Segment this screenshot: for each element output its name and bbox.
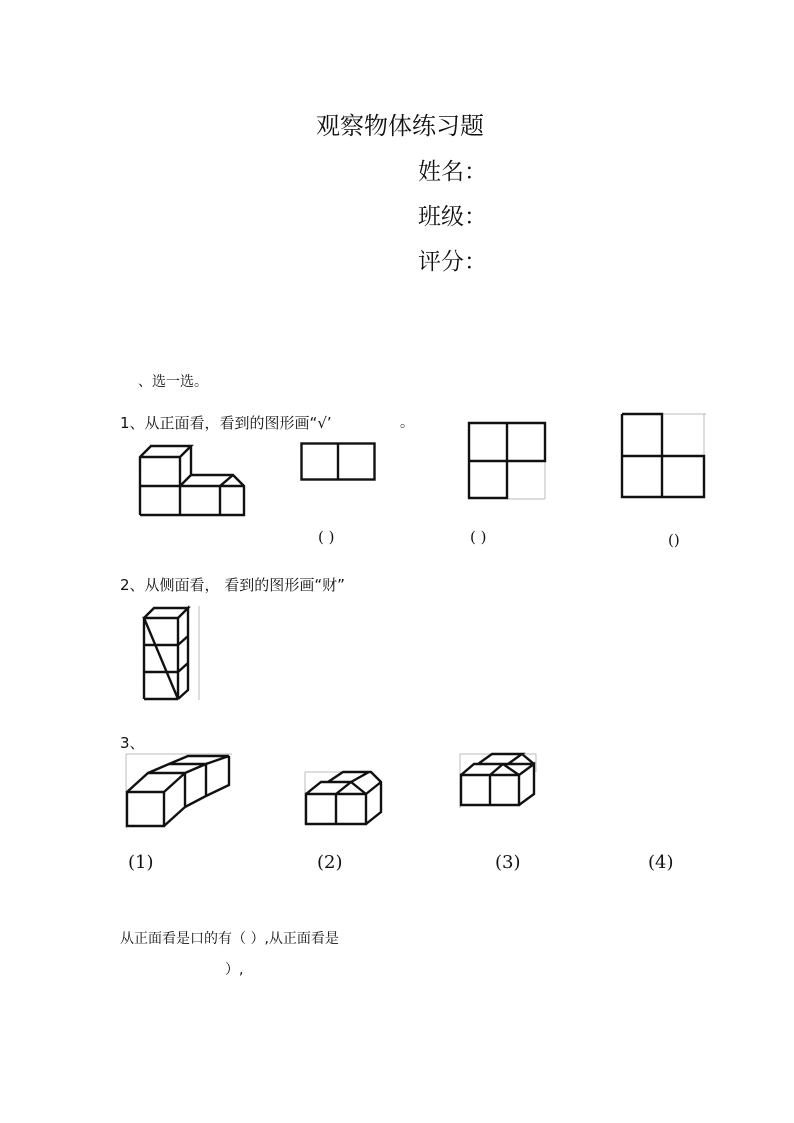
class-label: 班级：	[418, 204, 487, 230]
section-heading: 、选一选。	[138, 374, 208, 390]
q1-option-1-mark[interactable]: ( )	[318, 528, 335, 546]
q1-option-3-figure	[620, 412, 708, 500]
q1-option-3-mark[interactable]: ()	[668, 531, 680, 549]
q3-answer-line-1: 从正面看是口的有（ ）,从正面看是	[120, 931, 339, 947]
q3-label-3: (3)	[495, 852, 521, 873]
q3-label-2: (2)	[317, 852, 343, 873]
q3-text: 3、	[120, 734, 145, 752]
q3-figure-3	[458, 752, 540, 810]
q1-option-1-figure	[300, 442, 378, 482]
q3-label-4: (4)	[648, 852, 674, 873]
q1-option-2-figure	[467, 421, 549, 501]
q3-figure-2	[303, 770, 385, 827]
q1-text: 1、从正面看，看到的图形画“√’	[120, 414, 332, 432]
q2-text: 2、从侧面看， 看到的图形画“财”	[120, 576, 345, 594]
q1-solid-figure	[138, 443, 248, 518]
page-title: 观察物体练习题	[316, 112, 484, 140]
name-label: 姓名：	[418, 159, 487, 185]
q3-answer-line-2: ）,	[225, 962, 244, 978]
q3-figure-1	[124, 752, 236, 830]
q3-label-1: (1)	[128, 852, 154, 873]
q1-option-2-mark[interactable]: ( )	[470, 528, 487, 546]
q2-figure	[141, 604, 203, 702]
q1-end-mark: 。	[400, 415, 414, 431]
score-label: 评分：	[418, 249, 487, 275]
